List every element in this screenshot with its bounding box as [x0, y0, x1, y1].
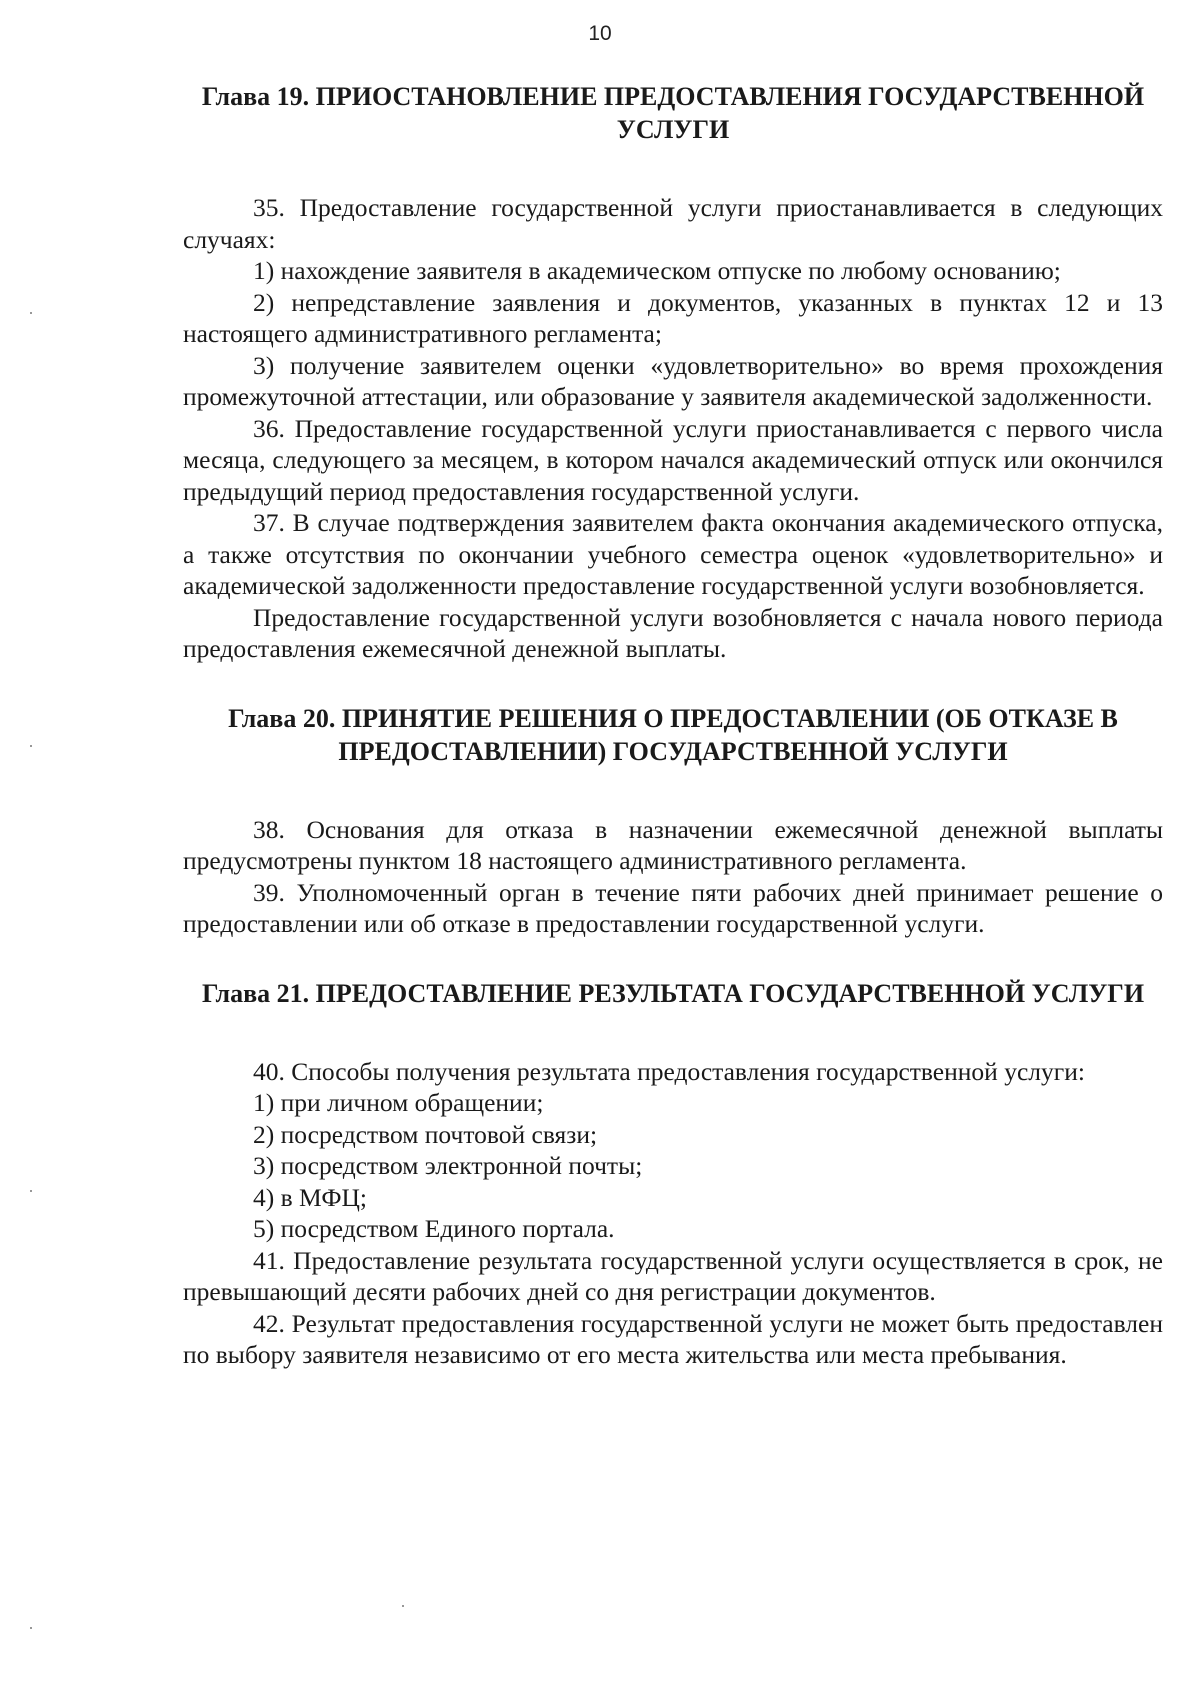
- page-number: 10: [588, 22, 612, 45]
- paragraph-42: 42. Результат предоставления государственной услуги не может быть предоставлен по выбору заявителя независимо от его места жительства или места пребывания.: [183, 1308, 1163, 1369]
- scan-speck: [30, 312, 32, 314]
- list-item: 4) в МФЦ;: [253, 1182, 368, 1212]
- list-item: 3) получение заявителем оценки «удовлетворительно» во время прохождения промежуточной аттестации, или образование у заявителя академической задолженности.: [183, 350, 1163, 411]
- scan-speck: [30, 1190, 32, 1192]
- chapter-21-heading: Глава 21. ПРЕДОСТАВЛЕНИЕ РЕЗУЛЬТАТА ГОСУДАРСТВЕННОЙ УСЛУГИ: [201, 978, 1145, 1008]
- paragraph-37-continuation: Предоставление государственной услуги возобновляется с начала нового периода предоставления ежемесячной денежной выплаты.: [183, 602, 1163, 663]
- list-item: 1) нахождение заявителя в академическом отпуске по любому основанию;: [253, 256, 1061, 285]
- list-item: 3) посредством электронной почты;: [253, 1151, 643, 1180]
- list-item: 5) посредством Единого портала.: [253, 1214, 615, 1243]
- paragraph-40: 40. Способы получения результата предоставления государственной услуги:: [253, 1056, 1085, 1086]
- paragraph-41: 41. Предоставление результата государственной услуги осуществляется в срок, не превышающий десяти рабочих дней со дня регистрации документов.: [183, 1245, 1163, 1306]
- scan-speck: [402, 1605, 404, 1607]
- chapter-19-heading: Глава 19. ПРИОСТАНОВЛЕНИЕ ПРЕДОСТАВЛЕНИЯ ГОСУДАРСТВЕННОЙ УСЛУГИ: [201, 82, 1145, 144]
- paragraph-36: 36. Предоставление государственной услуги приостанавливается с первого числа месяца, следующего за месяцем, в котором начался академический отпуск или окончился предыдущий период предоставления государственной услуги.: [183, 413, 1163, 506]
- document-body: [183, 80, 1163, 1371]
- list-item: 2) посредством почтовой связи;: [253, 1119, 598, 1149]
- paragraph-37: 37. В случае подтверждения заявителем факта окончания академического отпуска, а также отсутствия по окончании учебного семестра оценок «удовлетворительно» и академической задолженности предоставление государственной услуги возобновляется.: [183, 508, 1163, 600]
- chapter-20-heading: Глава 20. ПРИНЯТИЕ РЕШЕНИЯ О ПРЕДОСТАВЛЕНИИ (ОБ ОТКАЗЕ В ПРЕДОСТАВЛЕНИИ) ГОСУДАРСТВЕННОЙ УСЛУГИ: [228, 703, 1118, 766]
- paragraph-38: 38. Основания для отказа в назначении ежемесячной денежной выплаты предусмотрены пунктом 18 настоящего административного регламента.: [183, 814, 1163, 875]
- list-item: 1) при личном обращении;: [253, 1088, 544, 1117]
- paragraph-39: 39. Уполномоченный орган в течение пяти рабочих дней принимает решение о предоставлении или об отказе в предоставлении государственной услуги.: [183, 877, 1163, 938]
- paragraph-35: 35. Предоставление государственной услуги приостанавливается в следующих случаях:: [183, 193, 1163, 254]
- scan-speck: [30, 745, 32, 747]
- list-item: 2) непредставление заявления и документов, указанных в пунктах 12 и 13 настоящего административного регламента;: [183, 287, 1163, 348]
- scan-speck: [30, 1627, 32, 1629]
